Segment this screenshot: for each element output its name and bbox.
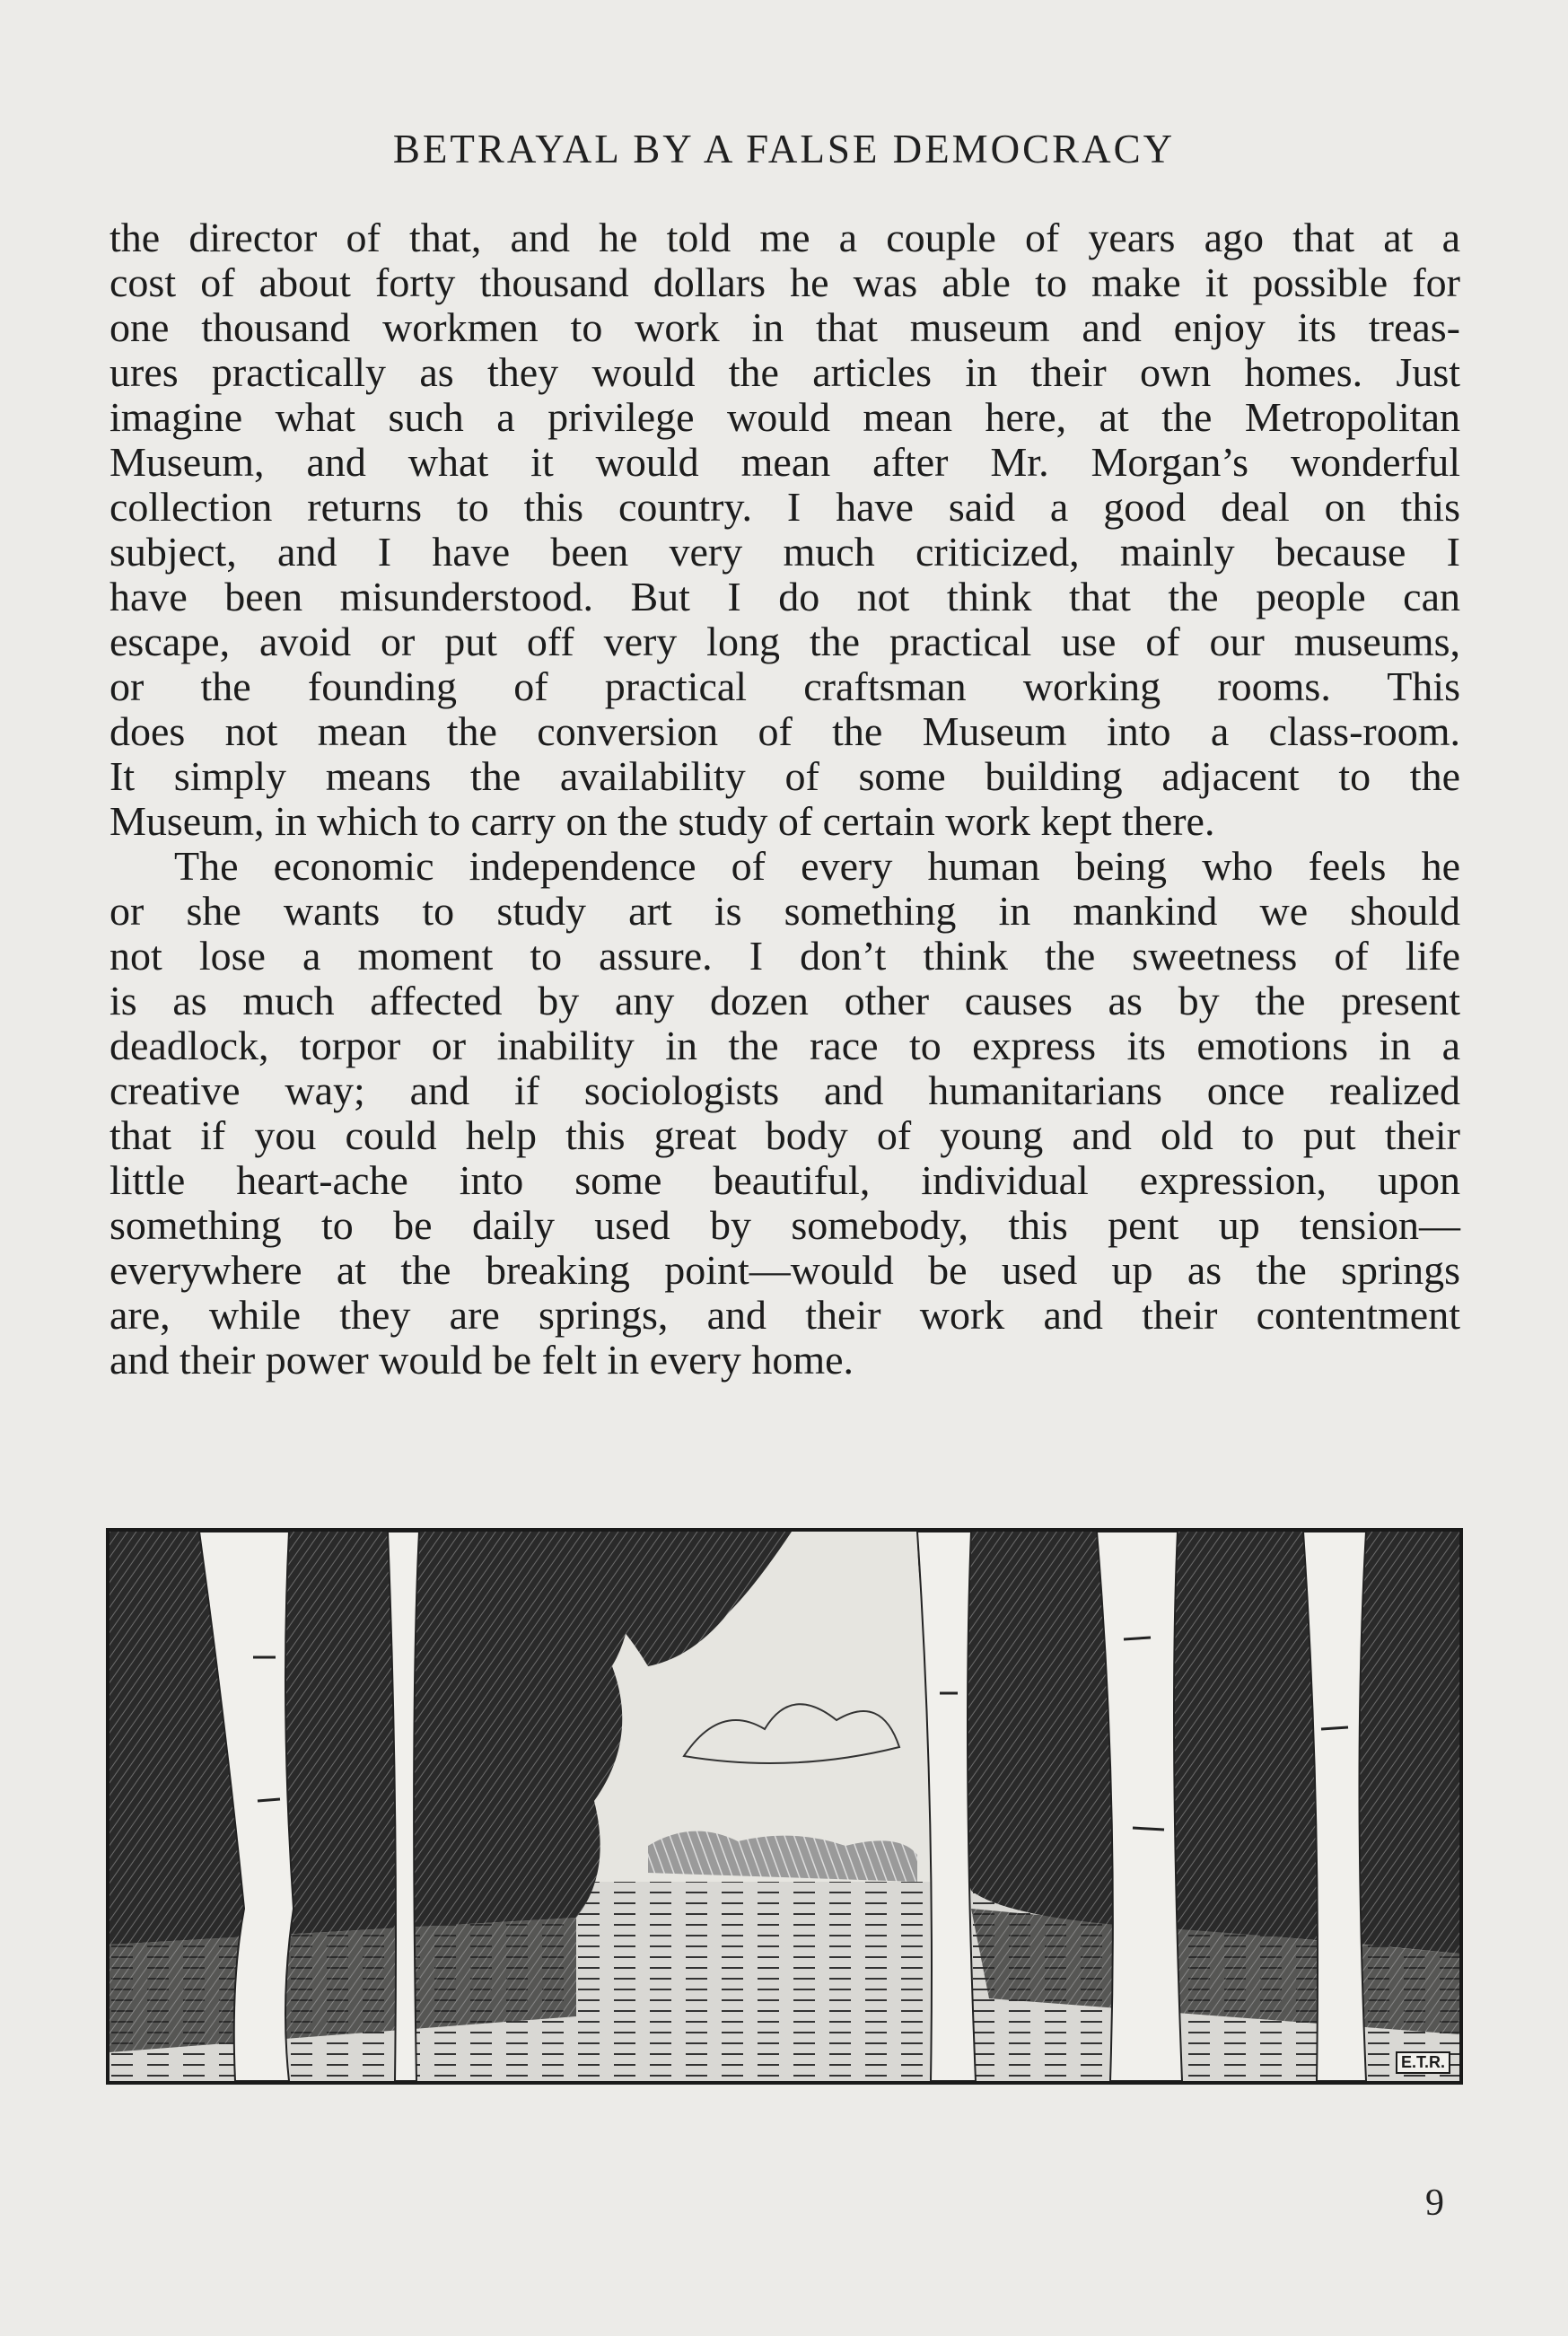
left-foliage — [109, 1532, 630, 1945]
text-line: everywhere at the breaking point—would be used up as the springs — [109, 1247, 1460, 1293]
text-line: or the founding of practical craftsman working rooms. This — [109, 663, 1460, 709]
text-line: have been misunderstood. But I do not think that the people can — [109, 574, 1460, 619]
page-number: 9 — [1425, 2182, 1444, 2224]
right-foliage — [917, 1532, 1459, 1954]
text-line: does not mean the conversion of the Museum into a class-room. — [109, 708, 1460, 754]
text-line: Museum, in which to carry on the study of certain work kept there. — [109, 798, 1215, 844]
paragraph — [109, 215, 1460, 844]
text-line: creative way; and if sociologists and humanitarians once realized — [109, 1067, 1460, 1113]
woodland-illustration — [106, 1528, 1463, 2085]
text-line: are, while they are springs, and their work and their contentment — [109, 1292, 1460, 1338]
text-line: not lose a moment to assure. I don’t think the sweetness of life — [109, 933, 1460, 979]
text-line: The economic independence of every human being who feels he — [174, 843, 1460, 889]
text-line: or she wants to study art is something in mankind we should — [109, 888, 1460, 934]
text-line: is as much affected by any dozen other causes as by the present — [109, 978, 1460, 1023]
text-line: little heart-ache into some beautiful, individual expression, upon — [109, 1157, 1460, 1203]
text-line: ures practically as they would the articles in their own homes. Just — [109, 349, 1460, 395]
text-line: deadlock, torpor or inability in the race to express its emotions in a — [109, 1023, 1460, 1068]
text-line: that if you could help this great body of young and old to put their — [109, 1112, 1460, 1158]
text-line: imagine what such a privilege would mean here, at the Metropolitan — [109, 394, 1460, 440]
text-line: one thousand workmen to work in that museum and enjoy its treas- — [109, 304, 1460, 350]
running-head: BETRAYAL BY A FALSE DEMOCRACY — [392, 127, 1176, 171]
text-line: the director of that, and he told me a couple of years ago that at a — [109, 215, 1460, 260]
body-text — [109, 215, 1460, 1383]
text-line: cost of about forty thousand dollars he was able to make it possible for — [109, 259, 1460, 305]
forest-pond-engraving — [109, 1532, 1459, 2081]
text-line: something to be daily used by somebody, this pent up tension— — [109, 1202, 1460, 1248]
text-line: and their power would be felt in every home. — [109, 1337, 854, 1383]
text-line: It simply means the availability of some building adjacent to the — [109, 753, 1460, 799]
paragraph — [109, 844, 1460, 1383]
artist-monogram: E.T.R. — [1396, 2051, 1450, 2074]
text-line: Museum, and what it would mean after Mr. Morgan’s wonderful — [109, 439, 1460, 485]
text-line: subject, and I have been very much criticized, mainly because I — [109, 529, 1460, 575]
text-line: escape, avoid or put off very long the practical use of our museums, — [109, 619, 1460, 664]
text-line: collection returns to this country. I have said a good deal on this — [109, 484, 1460, 530]
